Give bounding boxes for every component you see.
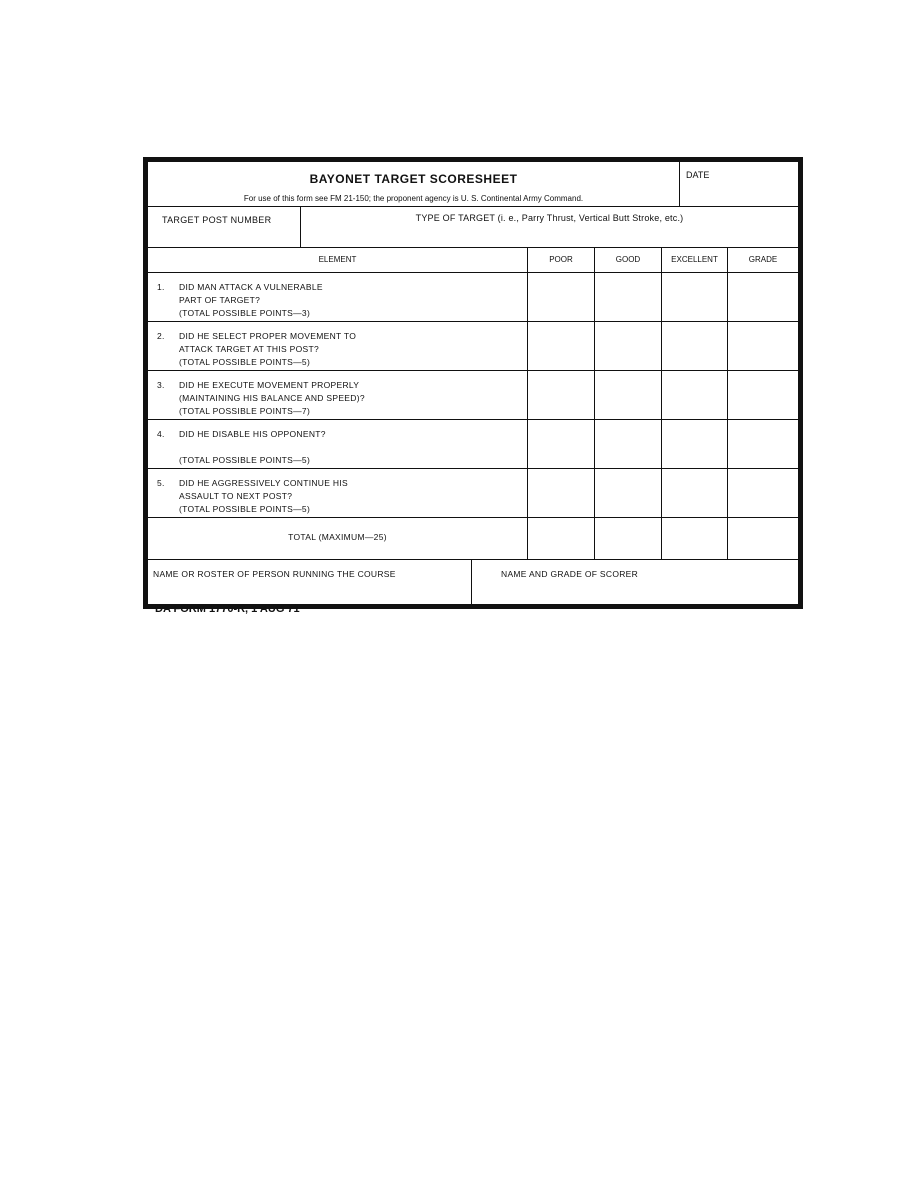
item-points: (TOTAL POSSIBLE POINTS—5) (179, 504, 311, 514)
title-block (148, 162, 680, 206)
form-subtitle: For use of this form see FM 21-150; the proponent agency is U. S. Continental Army Command. (243, 194, 584, 203)
column-excellent: EXCELLENT (662, 248, 728, 272)
element-cell (148, 469, 528, 517)
item-line: DID HE SELECT PROPER MOVEMENT TO (179, 331, 357, 341)
table-row (148, 273, 798, 322)
total-row (148, 518, 798, 560)
excellent-cell[interactable] (662, 469, 728, 517)
excellent-cell[interactable] (662, 322, 728, 370)
element-cell (148, 371, 528, 419)
grade-cell[interactable] (728, 273, 798, 321)
table-row (148, 420, 798, 469)
date-field[interactable] (680, 162, 798, 206)
column-header-row (148, 248, 798, 273)
good-cell[interactable] (595, 273, 662, 321)
poor-cell[interactable] (528, 273, 595, 321)
target-post-number-label: TARGET POST NUMBER (162, 215, 272, 225)
item-number: 3. (157, 380, 165, 390)
total-good-cell[interactable] (595, 518, 662, 559)
item-points: (TOTAL POSSIBLE POINTS—5) (179, 357, 311, 367)
target-post-number-field[interactable] (148, 207, 301, 247)
item-number: 1. (157, 282, 165, 292)
item-points: (TOTAL POSSIBLE POINTS—3) (179, 308, 311, 318)
form-number: DA FORM 1770-R, 1 AUG 71 (155, 603, 300, 615)
poor-cell[interactable] (528, 322, 595, 370)
excellent-cell[interactable] (662, 273, 728, 321)
item-number: 2. (157, 331, 165, 341)
scorer-name-label: NAME AND GRADE OF SCORER (501, 569, 639, 579)
runner-name-label: NAME OR ROSTER OF PERSON RUNNING THE COURSE (153, 569, 396, 579)
item-line: PART OF TARGET? (179, 295, 261, 305)
grade-cell[interactable] (728, 420, 798, 468)
item-line: ATTACK TARGET AT THIS POST? (179, 344, 320, 354)
good-cell[interactable] (595, 469, 662, 517)
good-cell[interactable] (595, 371, 662, 419)
item-line: DID HE EXECUTE MOVEMENT PROPERLY (179, 380, 360, 390)
column-good: GOOD (595, 248, 662, 272)
poor-cell[interactable] (528, 469, 595, 517)
scoresheet-form (143, 157, 803, 609)
good-cell[interactable] (595, 322, 662, 370)
form-title: BAYONET TARGET SCORESHEET (309, 172, 518, 186)
grade-cell[interactable] (728, 469, 798, 517)
grade-cell[interactable] (728, 322, 798, 370)
target-type-label: TYPE OF TARGET (i. e., Parry Thrust, Vertical Butt Stroke, etc.) (415, 213, 684, 223)
target-row (148, 207, 798, 248)
good-cell[interactable] (595, 420, 662, 468)
total-excellent-cell[interactable] (662, 518, 728, 559)
table-row (148, 322, 798, 371)
target-type-field[interactable] (301, 207, 798, 247)
signature-row (148, 560, 798, 604)
item-points: (TOTAL POSSIBLE POINTS—7) (179, 406, 311, 416)
column-grade: GRADE (748, 255, 778, 264)
element-cell (148, 273, 528, 321)
grade-cell[interactable] (728, 371, 798, 419)
item-line: (MAINTAINING HIS BALANCE AND SPEED)? (179, 393, 365, 403)
column-element: ELEMENT (148, 248, 528, 272)
item-line: DID HE AGGRESSIVELY CONTINUE HIS (179, 478, 348, 488)
date-label: DATE (686, 170, 710, 180)
item-line: DID HE DISABLE HIS OPPONENT? (179, 429, 326, 439)
total-grade-cell[interactable] (728, 518, 798, 559)
table-row (148, 371, 798, 420)
poor-cell[interactable] (528, 420, 595, 468)
element-cell (148, 420, 528, 468)
form-header (148, 162, 798, 207)
item-line: ASSAULT TO NEXT POST? (179, 491, 293, 501)
excellent-cell[interactable] (662, 420, 728, 468)
poor-cell[interactable] (528, 371, 595, 419)
total-poor-cell[interactable] (528, 518, 595, 559)
item-points: (TOTAL POSSIBLE POINTS—5) (179, 455, 311, 465)
total-label: TOTAL (MAXIMUM—25) (148, 518, 528, 559)
item-number: 5. (157, 478, 165, 488)
column-poor: POOR (528, 248, 595, 272)
table-row (148, 469, 798, 518)
runner-name-field[interactable] (148, 560, 472, 604)
excellent-cell[interactable] (662, 371, 728, 419)
element-cell (148, 322, 528, 370)
item-number: 4. (157, 429, 165, 439)
scorer-name-field[interactable] (472, 560, 798, 604)
item-line: DID MAN ATTACK A VULNERABLE (179, 282, 323, 292)
